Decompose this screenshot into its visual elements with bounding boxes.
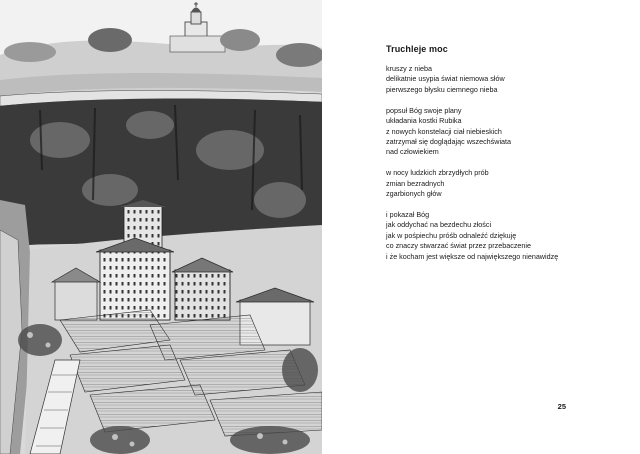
verse-line: w nocy ludzkich zbrzydłych prób [386,168,489,178]
verse-line: jak oddychać na bezdechu złości [386,220,492,230]
stanza [386,210,636,262]
verse-line: nad człowiekiem [386,147,439,157]
verse-line: kruszy z nieba [386,64,432,73]
verse-line: zgarbionych głów [386,189,442,199]
stanza [386,106,636,158]
verse-line: popsuł Bóg swoje plany [386,105,462,115]
verse-line: delikatnie usypia świat niemowa słów [386,74,505,84]
verse-line: z nowych konstelacji ciał niebieskich [386,126,502,136]
page-number: 25 [557,402,566,411]
verse-line: układania kostki Rubika [386,116,462,126]
text-page [322,0,640,454]
verse-line: i pokazał Bóg [386,209,430,219]
stanza [386,168,636,199]
verse-line: zmian bezradnych [386,178,445,188]
verse-line: pierwszego błysku ciemnego nieba [386,84,498,94]
verse-line: i że kocham jest większe od największego nienawidzę [386,251,559,261]
stanza [386,64,636,95]
verse-line: zatrzymał się doglądając wszechświata [386,136,512,146]
verse-line: co znaczy stwarzać świat przez przebaczenie [386,241,532,251]
verse-line: jak w pośpiechu próśb odnaleźć dziękuję [386,230,517,240]
poem-title: Truchleje moc [386,44,448,54]
poem-body [386,64,636,273]
